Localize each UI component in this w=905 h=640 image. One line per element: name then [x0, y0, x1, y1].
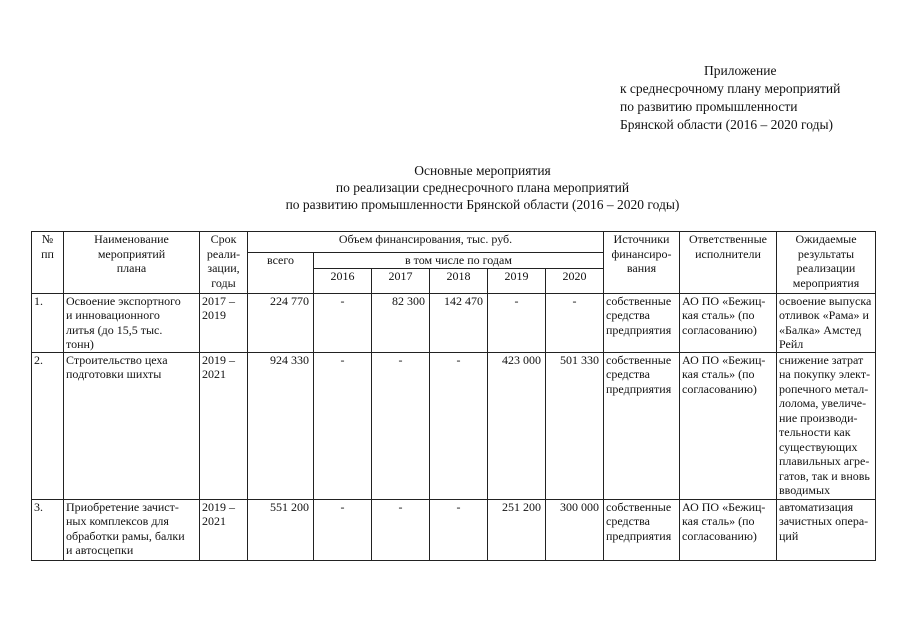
row-year-2019: 423 000 — [488, 352, 546, 499]
appendix-line: к среднесрочному плану мероприятий — [620, 81, 841, 96]
row-year-2020: - — [546, 293, 604, 352]
row-responsible: АО ПО «Бежиц- кая сталь» (по согласованию) — [680, 352, 777, 499]
header-volume: Объем финансирования, тыс. руб. — [248, 232, 604, 253]
table-row — [32, 352, 876, 499]
row-year-2019: 251 200 — [488, 499, 546, 560]
appendix-line: по развитию промышленности — [620, 99, 798, 114]
header-name: Наименование мероприятий плана — [64, 232, 200, 294]
row-year-2020: 501 330 — [546, 352, 604, 499]
row-num: 2. — [32, 352, 64, 499]
measures-table — [31, 231, 876, 561]
appendix-line: Приложение — [704, 63, 777, 78]
header-term: Срок реали- зации, годы — [200, 232, 248, 294]
header-row — [32, 232, 876, 253]
row-name: Строительство цеха подготовки шихты — [64, 352, 200, 499]
row-total: 551 200 — [248, 499, 314, 560]
row-results: автоматизация зачистных опера- ций — [777, 499, 876, 560]
row-year-2016: - — [314, 352, 372, 499]
title-line: по реализации среднесрочного плана мероприятий — [335, 180, 630, 195]
row-year-2018: 142 470 — [430, 293, 488, 352]
row-total: 924 330 — [248, 352, 314, 499]
row-sources: собственные средства предприятия — [604, 499, 680, 560]
title-line: по развитию промышленности Брянской области (2016 – 2020 годы) — [285, 197, 680, 212]
header-total: всего — [248, 253, 314, 294]
title-line: Основные мероприятия — [414, 163, 551, 178]
header-year: 2016 — [314, 268, 372, 293]
header-by-years: в том числе по годам — [314, 253, 604, 269]
row-results: освоение выпуска отливок «Рама» и «Балка» Амстед Рейл — [777, 293, 876, 352]
header-year: 2018 — [430, 268, 488, 293]
header-results: Ожидаемые результаты реализации мероприятия — [777, 232, 876, 294]
row-term: 2019 – 2021 — [200, 352, 248, 499]
row-num: 1. — [32, 293, 64, 352]
document-title — [30, 162, 905, 213]
row-year-2017: 82 300 — [372, 293, 430, 352]
row-total: 224 770 — [248, 293, 314, 352]
header-num: № пп — [32, 232, 64, 294]
row-year-2018: - — [430, 352, 488, 499]
row-term: 2019 – 2021 — [200, 499, 248, 560]
row-term: 2017 – 2019 — [200, 293, 248, 352]
row-year-2018: - — [430, 499, 488, 560]
row-year-2016: - — [314, 293, 372, 352]
header-year: 2017 — [372, 268, 430, 293]
row-year-2016: - — [314, 499, 372, 560]
appendix-note — [620, 62, 840, 134]
row-year-2017: - — [372, 499, 430, 560]
row-responsible: АО ПО «Бежиц- кая сталь» (по согласованию) — [680, 293, 777, 352]
header-year: 2020 — [546, 268, 604, 293]
row-sources: собственные средства предприятия — [604, 293, 680, 352]
row-sources: собственные средства предприятия — [604, 352, 680, 499]
row-results: снижение затрат на покупку элект- ропечного метал- лолома, увеличе- ние производи- тельности как существующих плавильных агре- гатов, так и вновь вводимых — [777, 352, 876, 499]
header-responsible: Ответственные исполнители — [680, 232, 777, 294]
table-row — [32, 499, 876, 560]
row-year-2019: - — [488, 293, 546, 352]
row-name: Приобретение зачист- ных комплексов для обработки рамы, балки и автосцепки — [64, 499, 200, 560]
header-year: 2019 — [488, 268, 546, 293]
table-row — [32, 293, 876, 352]
row-year-2017: - — [372, 352, 430, 499]
row-responsible: АО ПО «Бежиц- кая сталь» (по согласованию) — [680, 499, 777, 560]
row-year-2020: 300 000 — [546, 499, 604, 560]
row-name: Освоение экспортного и инновационного литья (до 15,5 тыс. тонн) — [64, 293, 200, 352]
appendix-line: Брянской области (2016 – 2020 годы) — [620, 117, 834, 132]
row-num: 3. — [32, 499, 64, 560]
header-sources: Источники финансиро- вания — [604, 232, 680, 294]
